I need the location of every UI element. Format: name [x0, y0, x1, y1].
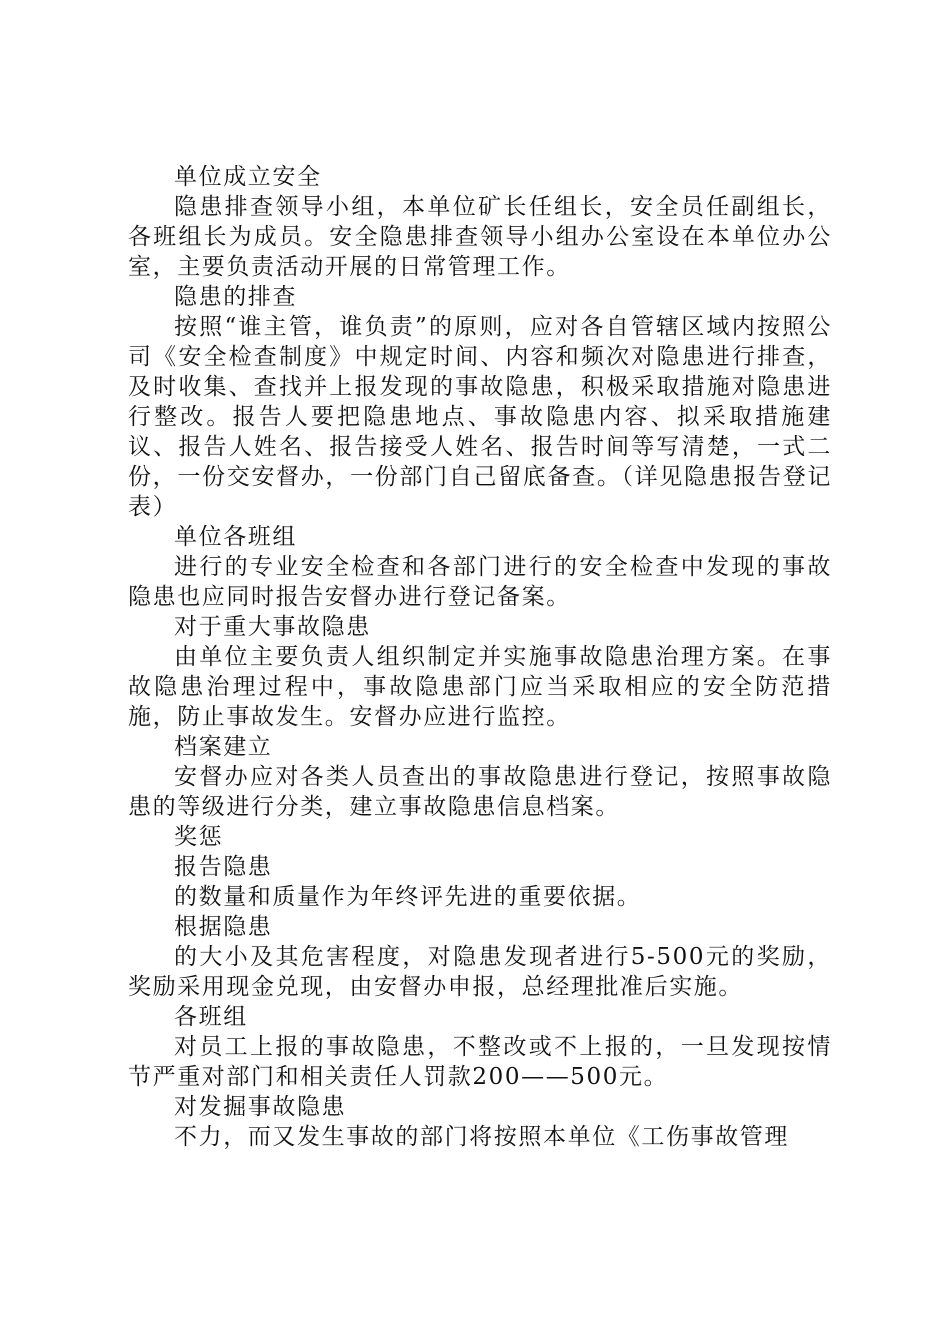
paragraph-17: 对员工上报的事故隐患，不整改或不上报的，一旦发现按情节严重对部门和相关责任人罚款200——500元。	[128, 1034, 832, 1090]
paragraph-16: 各班组	[174, 1004, 248, 1030]
paragraph-18: 对发掘事故隐患	[174, 1094, 347, 1120]
paragraph-9: 档案建立	[174, 734, 273, 760]
paragraph-4: 按照“谁主管，谁负责”的原则，应对各自管辖区域内按照公司《安全检查制度》中规定时间、内容和频次对隐患进行排查，及时收集、查找并上报发现的事故隐患，积极采取措施对隐患进行整改。报告人要把隐患地点、事故隐患内容、拟采取措施建议、报告人姓名、报告接受人姓名、报告时间等写清楚，一式二份，一份交安督办，一份部门自己留底备查。（详见隐患报告登记表）	[128, 314, 832, 520]
document-page	[128, 162, 832, 1152]
paragraph-15: 的大小及其危害程度，对隐患发现者进行5-500元的奖励，奖励采用现金兑现，由安督办申报，总经理批准后实施。	[128, 944, 832, 1000]
paragraph-6: 进行的专业安全检查和各部门进行的安全检查中发现的事故隐患也应同时报告安督办进行登记备案。	[128, 554, 832, 610]
paragraph-5: 单位各班组	[174, 524, 297, 550]
paragraph-11: 奖惩	[174, 824, 224, 850]
paragraph-2: 隐患排查领导小组，本单位矿长任组长，安全员任副组长，各班组长为成员。安全隐患排查领导小组办公室设在本单位办公室，主要负责活动开展的日常管理工作。	[128, 194, 832, 280]
paragraph-7: 对于重大事故隐患	[174, 614, 371, 640]
paragraph-12: 报告隐患	[174, 854, 273, 880]
paragraph-14: 根据隐患	[174, 914, 273, 940]
paragraph-8: 由单位主要负责人组织制定并实施事故隐患治理方案。在事故隐患治理过程中，事故隐患部门应当采取相应的安全防范措施，防止事故发生。安督办应进行监控。	[128, 644, 832, 730]
paragraph-1: 单位成立安全	[174, 164, 322, 190]
paragraph-10: 安督办应对各类人员查出的事故隐患进行登记，按照事故隐患的等级进行分类，建立事故隐患信息档案。	[128, 764, 832, 820]
paragraph-3: 隐患的排查	[174, 284, 297, 310]
paragraph-13: 的数量和质量作为年终评先进的重要依据。	[174, 884, 642, 910]
paragraph-19: 不力，而又发生事故的部门将按照本单位《工伤事故管理	[174, 1124, 789, 1150]
